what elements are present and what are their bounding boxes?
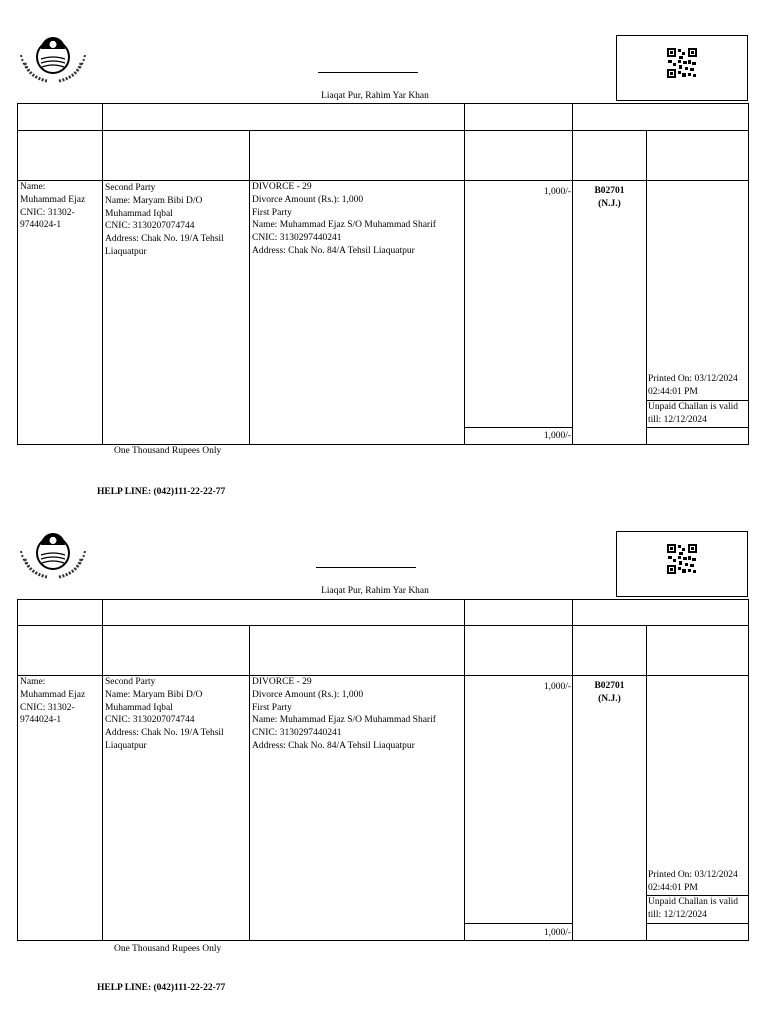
challan-code-main: B02701: [594, 681, 625, 691]
table-lines: [17, 103, 749, 445]
challan-code-sub: (N.J.): [598, 693, 621, 704]
amount-value: 1,000/-: [543, 682, 571, 692]
amount-value: 1,000/-: [543, 187, 571, 197]
second-party-name-2: Muhammad Iqbal: [105, 208, 173, 219]
challan-code: [573, 680, 646, 706]
qr-code-icon: [667, 544, 697, 574]
second-party-cell: [105, 182, 249, 259]
total-amount: 1,000/-: [543, 928, 571, 938]
first-party-name: Name: Muhammad Ejaz S/O Muhammad Sharif: [252, 220, 436, 231]
first-party-title: First Party: [252, 702, 292, 713]
amount-in-words: One Thousand Rupees Only: [114, 446, 222, 456]
second-party-title: Second Party: [105, 677, 156, 687]
second-party-cell: [105, 676, 249, 753]
second-party-name-2: Muhammad Iqbal: [105, 702, 173, 713]
qr-box: [616, 531, 748, 597]
printed-on-time: 02:44:01 PM: [648, 882, 698, 893]
payer-cnic-2: 9744024-1: [20, 715, 62, 726]
payer-name-label: Name:: [20, 677, 46, 687]
first-party-cnic: CNIC: 3130297440241: [252, 233, 342, 244]
second-party-address-2: Liaquatpur: [105, 246, 147, 257]
payer-name-label: Name:: [20, 182, 46, 192]
challan-code: [573, 185, 646, 211]
payer-cell: [20, 181, 100, 232]
helpline: HELP LINE: (042)111-22-22-77: [97, 983, 226, 993]
payer-cnic-2: 9744024-1: [20, 220, 62, 231]
first-party-name: Name: Muhammad Ejaz S/O Muhammad Sharif: [252, 715, 436, 726]
total-amount: 1,000/-: [543, 431, 571, 441]
first-party-address: Address: Chak No. 84/A Tehsil Liaquatpur: [252, 245, 415, 256]
second-party-cnic: CNIC: 3130207074744: [105, 715, 195, 726]
details-cell: [252, 676, 464, 753]
second-party-title: Second Party: [105, 183, 156, 193]
qr-code-icon: [667, 48, 697, 78]
second-party-cnic: CNIC: 3130207074744: [105, 221, 195, 232]
valid-till-line-2: till: 12/12/2024: [648, 414, 707, 425]
deed-amount: Divorce Amount (Rs.): 1,000: [252, 689, 364, 700]
payer-name: Muhammad Ejaz: [20, 689, 86, 700]
payer-cell: [20, 676, 100, 727]
second-party-address-1: Address: Chak No. 19/A Tehsil: [105, 234, 224, 245]
first-party-title: First Party: [252, 207, 292, 218]
punjab-government-seal-icon: [17, 33, 89, 85]
printed-on: [648, 373, 748, 399]
second-party-name-1: Name: Maryam Bibi D/O: [105, 689, 203, 700]
payer-name: Muhammad Ejaz: [20, 194, 86, 205]
helpline: HELP LINE: (042)111-22-22-77: [97, 487, 226, 497]
valid-till-line-1: Unpaid Challan is valid: [648, 897, 738, 907]
details-cell: [252, 181, 464, 258]
second-party-name-1: Name: Maryam Bibi D/O: [105, 195, 203, 206]
payer-cnic-1: CNIC: 31302-: [20, 207, 75, 218]
valid-till: [648, 896, 748, 922]
deed-amount: Divorce Amount (Rs.): 1,000: [252, 194, 364, 205]
office-location: Liaqat Pur, Rahim Yar Khan: [321, 586, 429, 596]
table-lines: [17, 599, 749, 941]
valid-till-line-2: till: 12/12/2024: [648, 909, 707, 920]
amount-in-words: One Thousand Rupees Only: [114, 944, 222, 954]
challan-code-main: B02701: [594, 186, 625, 196]
title-underline: [318, 72, 418, 73]
first-party-address: Address: Chak No. 84/A Tehsil Liaquatpur: [252, 740, 415, 751]
challan-table: [17, 103, 749, 445]
deed-type: DIVORCE - 29: [252, 182, 312, 192]
valid-till: [648, 401, 748, 427]
punjab-government-seal-icon: [17, 529, 89, 581]
challan-code-sub: (N.J.): [598, 198, 621, 209]
second-party-address-1: Address: Chak No. 19/A Tehsil: [105, 728, 224, 739]
challan-table: [17, 599, 749, 941]
deed-type: DIVORCE - 29: [252, 677, 312, 687]
qr-box: [616, 35, 748, 101]
printed-on-date: Printed On: 03/12/2024: [648, 870, 738, 880]
printed-on-time: 02:44:01 PM: [648, 386, 698, 397]
first-party-cnic: CNIC: 3130297440241: [252, 728, 342, 739]
second-party-address-2: Liaquatpur: [105, 740, 147, 751]
printed-on: [648, 869, 748, 895]
payer-cnic-1: CNIC: 31302-: [20, 702, 75, 713]
office-location: Liaqat Pur, Rahim Yar Khan: [321, 91, 429, 101]
valid-till-line-1: Unpaid Challan is valid: [648, 402, 738, 412]
title-underline: [316, 567, 416, 568]
printed-on-date: Printed On: 03/12/2024: [648, 374, 738, 384]
